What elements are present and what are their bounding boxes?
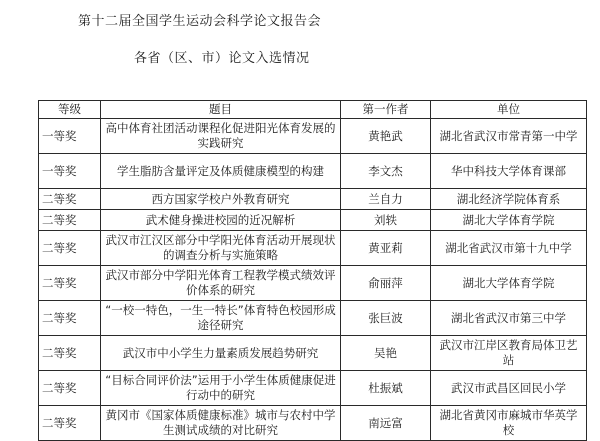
header-title: 题目: [101, 101, 341, 119]
cell-unit: 武汉市武昌区回民小学: [431, 371, 587, 406]
cell-first-author: 俞丽萍: [341, 266, 431, 301]
cell-unit: 湖北省武汉市第三中学: [431, 301, 587, 336]
cell-unit: 华中科技大学体育课部: [431, 154, 587, 189]
cell-unit: 湖北省黄冈市麻城市华英学校: [431, 406, 587, 441]
header-author: 第一作者: [341, 101, 431, 119]
cell-paper-title: 武汉市部分中学阳光体育工程教学模式绩效评价体系的研究: [101, 266, 341, 301]
cell-first-author: 张巨波: [341, 301, 431, 336]
table-row: [39, 210, 587, 231]
cell-unit: 武汉市江岸区教育局体卫艺站: [431, 336, 587, 371]
cell-paper-title: 武汉市中小学生力量素质发展趋势研究: [101, 336, 341, 371]
cell-paper-title: “目标合同评价法”运用于小学生体质健康促进行动中的研究: [101, 371, 341, 406]
cell-paper-title: 高中体育社团活动课程化促进阳光体育发展的实践研究: [101, 119, 341, 154]
document-subtitle: 各省（区、市）论文入选情况: [134, 51, 310, 66]
cell-first-author: 杜振斌: [341, 371, 431, 406]
cell-level: 二等奖: [39, 301, 101, 336]
cell-first-author: 南远富: [341, 406, 431, 441]
document-title: 第十二届全国学生运动会科学论文报告会: [78, 14, 322, 29]
cell-paper-title: 学生脂肪含量评定及体质健康模型的构建: [101, 154, 341, 189]
cell-level: 二等奖: [39, 336, 101, 371]
cell-level: 二等奖: [39, 210, 101, 231]
table-row: [39, 266, 587, 301]
cell-level: 二等奖: [39, 189, 101, 210]
cell-unit: 湖北大学体育学院: [431, 210, 587, 231]
table-row: [39, 189, 587, 210]
award-table: [38, 100, 587, 441]
cell-paper-title: 黄冈市《国家体质健康标准》城市与农村中学生测试成绩的对比研究: [101, 406, 341, 441]
cell-first-author: 吴艳: [341, 336, 431, 371]
cell-level: 一等奖: [39, 154, 101, 189]
cell-paper-title: 武术健身操进校园的近况解析: [101, 210, 341, 231]
header-unit: 单位: [431, 101, 587, 119]
table-row: [39, 336, 587, 371]
cell-unit: 湖北大学体育学院: [431, 266, 587, 301]
cell-paper-title: 西方国家学校户外教育研究: [101, 189, 341, 210]
table-header-row: [39, 101, 587, 119]
cell-level: 一等奖: [39, 119, 101, 154]
table-body: [39, 119, 587, 441]
table-row: [39, 231, 587, 266]
table-row: [39, 371, 587, 406]
cell-paper-title: “一校一特色，一生一特长”体育特色校园形成途径研究: [101, 301, 341, 336]
table-row: [39, 119, 587, 154]
table-row: [39, 154, 587, 189]
cell-first-author: 兰自力: [341, 189, 431, 210]
table-row: [39, 301, 587, 336]
cell-first-author: 黄亚莉: [341, 231, 431, 266]
cell-first-author: 黄艳武: [341, 119, 431, 154]
cell-unit: 湖北经济学院体育系: [431, 189, 587, 210]
cell-unit: 湖北省武汉市第十九中学: [431, 231, 587, 266]
header-level: 等级: [39, 101, 101, 119]
cell-unit: 湖北省武汉市常青第一中学: [431, 119, 587, 154]
cell-first-author: 刘轶: [341, 210, 431, 231]
table-row: [39, 406, 587, 441]
cell-paper-title: 武汉市江汉区部分中学阳光体育活动开展现状的调查分析与实施策略: [101, 231, 341, 266]
cell-level: 二等奖: [39, 406, 101, 441]
cell-level: 二等奖: [39, 371, 101, 406]
cell-first-author: 李文杰: [341, 154, 431, 189]
cell-level: 二等奖: [39, 231, 101, 266]
cell-level: 二等奖: [39, 266, 101, 301]
